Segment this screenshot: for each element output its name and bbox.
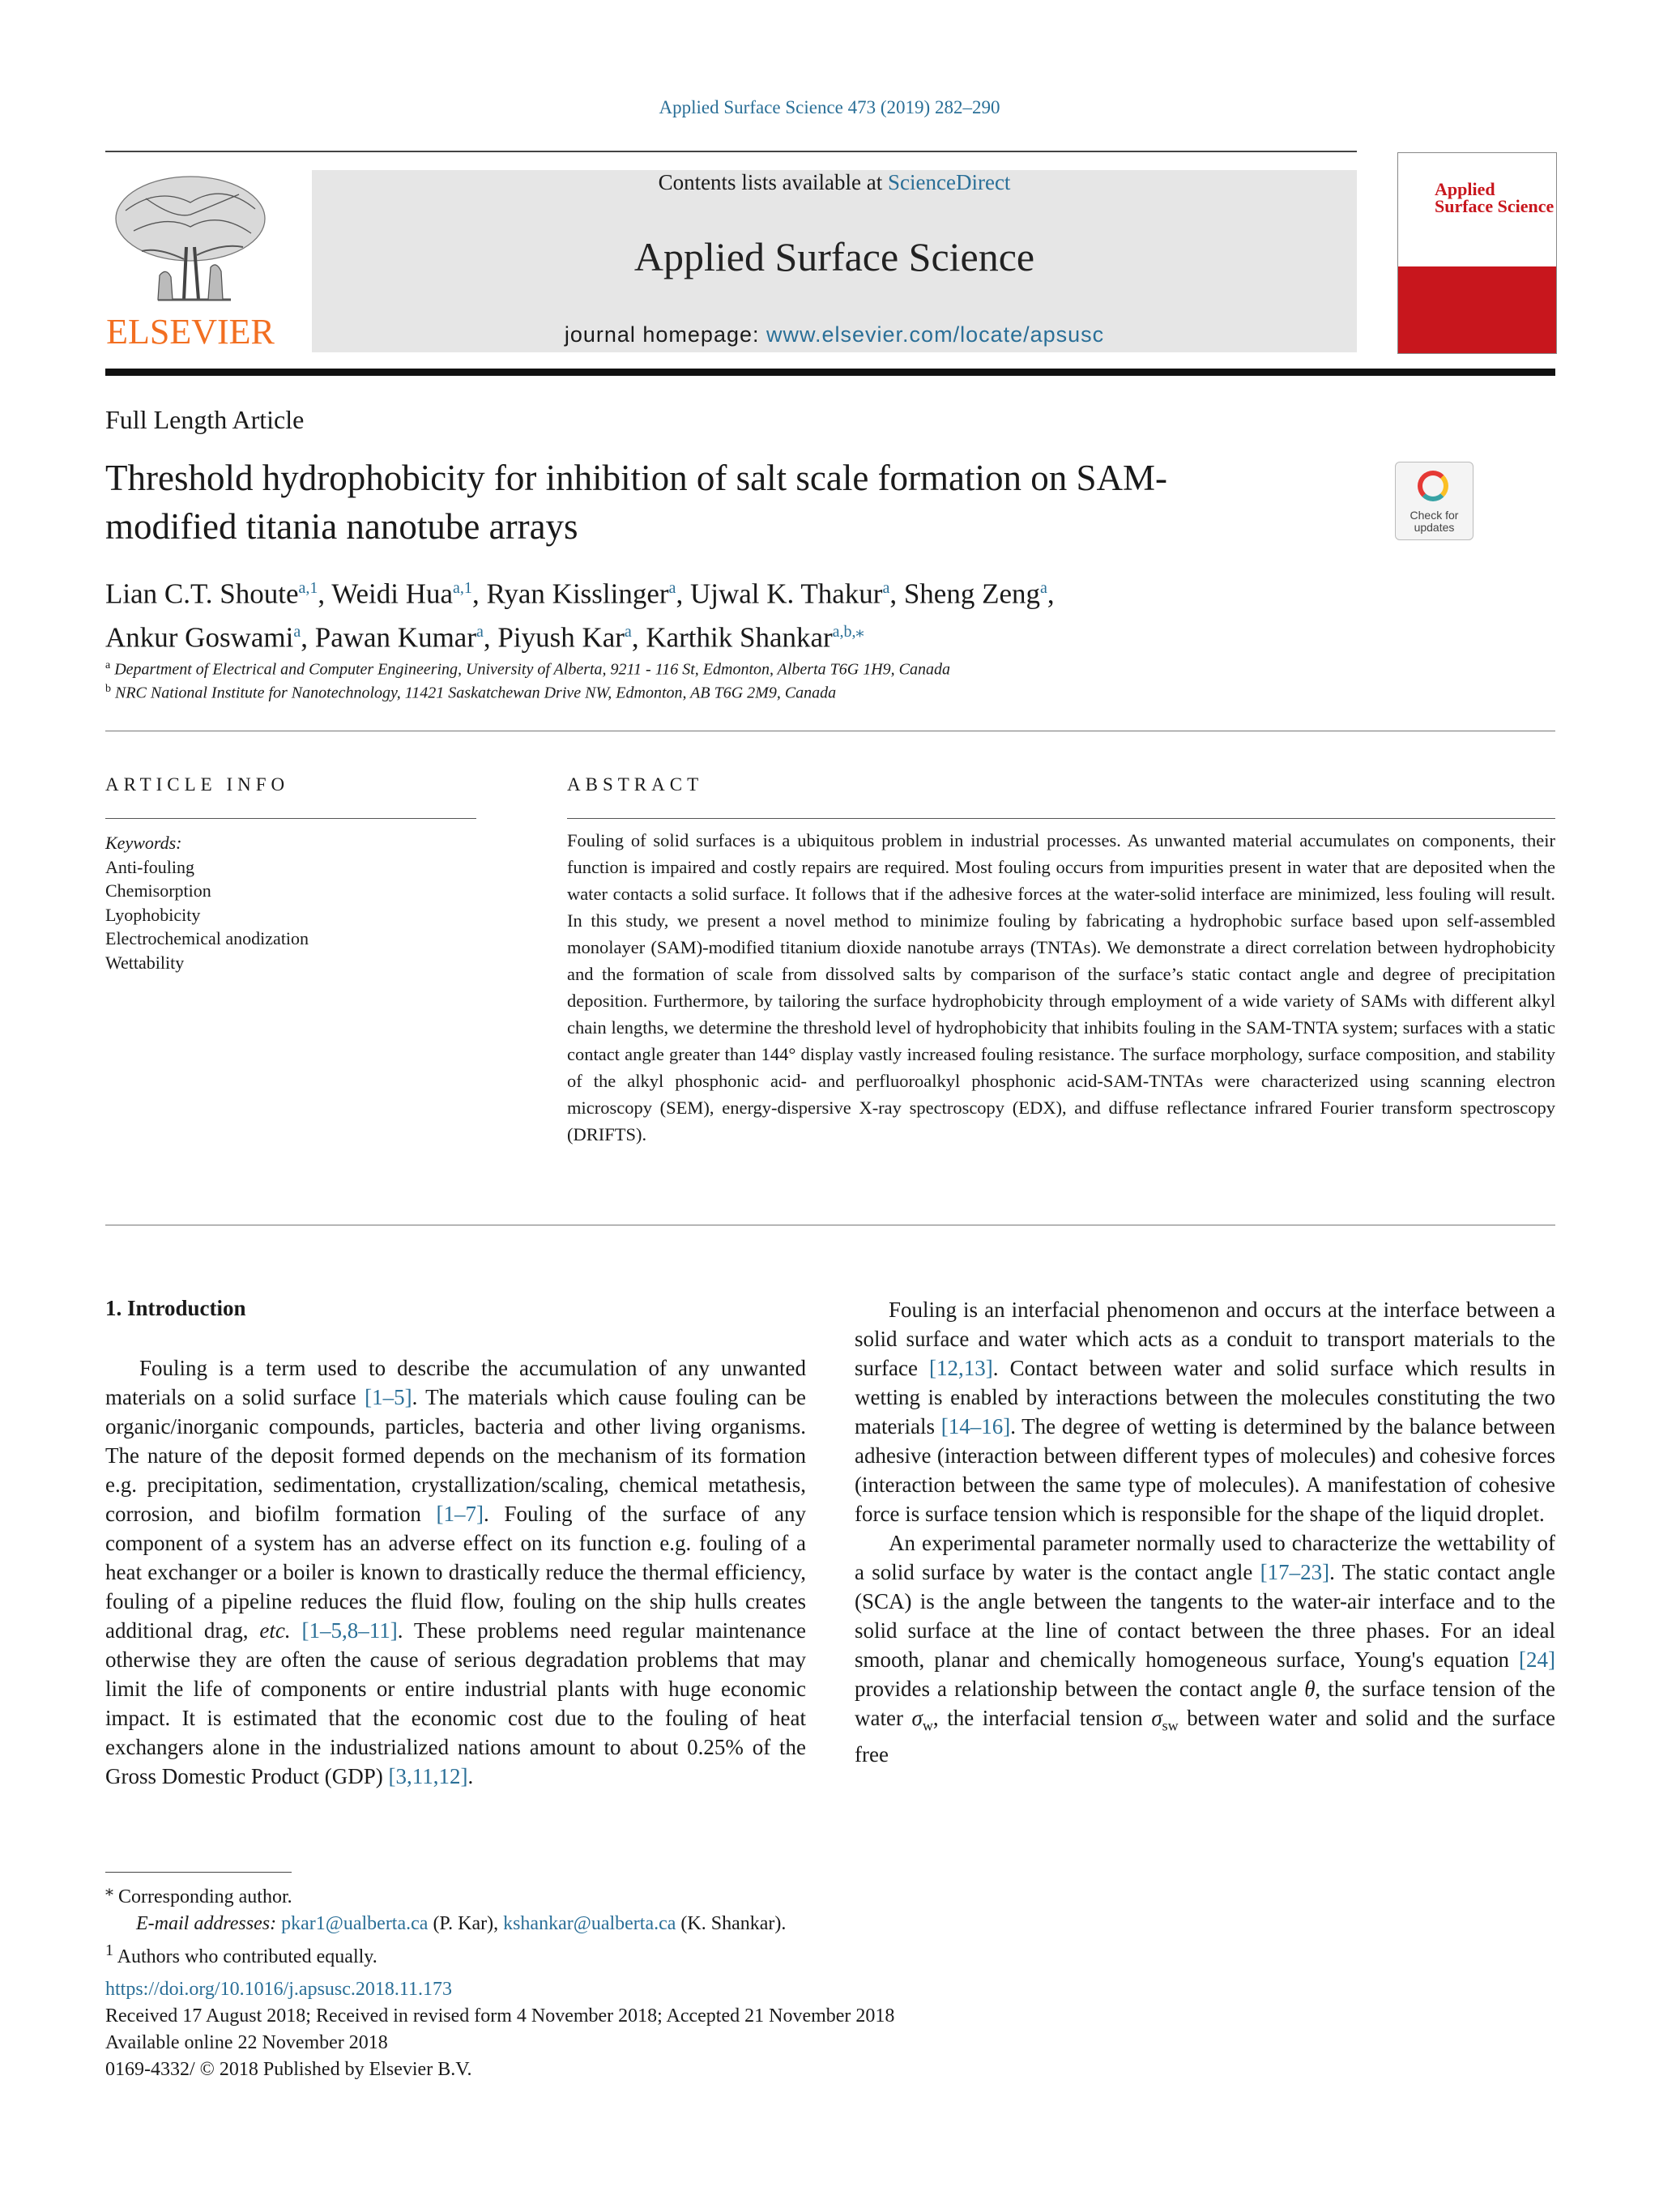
paragraph-text: . The materials which cause fouling can be organic/inorganic compounds, particles, bacteria and other living organisms. The nature of the deposit formed depends on the mechanism of its formation e.g. precipitation, sedimentation, crystallization/scaling, chemical metathesis, corrosion, and biofilm formation — [105, 1385, 806, 1526]
email-name-shankar: (K. Shankar). — [676, 1913, 787, 1934]
citation-link[interactable]: [1–5,8–11] — [301, 1618, 398, 1643]
author-affiliation-mark[interactable]: a,b,⁎ — [832, 622, 864, 641]
sciencedirect-link[interactable]: ScienceDirect — [888, 170, 1011, 194]
introduction-heading: 1. Introduction — [105, 1296, 246, 1320]
paragraph-text: sw — [1162, 1717, 1179, 1734]
cover-title-line1: Applied — [1435, 179, 1495, 199]
paragraph-text: . The degree of wetting is determined by the balance between adhesive (interaction between different types of molecules) and cohesive forces (interaction between the same type of molecules). A manifestation of cohesive force is surface tension which is responsible for the shape of the liquid droplet. — [855, 1414, 1555, 1526]
abstract-text: Fouling of solid surfaces is a ubiquitous problem in industrial processes. As unwanted material accumulates on components, their function is impaired and costly repairs are required. Most fouling occurs from impurities present in water that are deposited when the water contacts a solid surface. It follows that if the adhesive forces at the water-solid interface are minimized, less fouling will result. In this study, we present a novel method to minimize fouling by fabricating a hydrophobic surface based upon self-assembled monolayer (SAM)-modified titanium dioxide nanotube arrays (TNTAs). We demonstrate a direct correlation between hydrophobicity and the formation of scale from dissolved salts by comparison of the surface’s static contact angle and degree of precipitation deposition. Furthermore, by tailoring the surface hydrophobicity through employment of a wide variety of SAMs with different alkyl chain lengths, we determine the threshold level of hydrophobicity that inhibits fouling in the SAM-TNTA system; surfaces with a static contact angle greater than 144° display vastly increased fouling resistance. The surface morphology, surface composition, and stability of the alkyl phosphonic acid- and perfluoroalkyl phosphonic acid-SAM-TNTAs were characterized using scanning electron microscopy (SEM), energy-dispersive X-ray spectroscopy (EDX), and diffuse reflectance infrared Fourier transform spectroscopy (DRIFTS). — [567, 830, 1555, 1144]
author-separator: , — [471, 578, 487, 610]
author-separator: , — [889, 578, 904, 610]
article-info-rule — [105, 818, 476, 819]
journal-masthead — [312, 170, 1357, 352]
author-separator: , — [318, 578, 332, 610]
intro-paragraph-3 — [855, 1528, 1555, 1769]
corresponding-note — [105, 1877, 1077, 1911]
doi-link[interactable]: https://doi.org/10.1016/j.apsusc.2018.11.173 — [105, 1979, 453, 2000]
author-name: Lian C.T. Shoute — [105, 578, 299, 610]
citation-link[interactable]: [1–5] — [365, 1385, 412, 1409]
affiliation-b-mark: b — [105, 683, 111, 695]
author-name: Ujwal K. Thakur — [689, 578, 883, 610]
author-name: Piyush Kar — [497, 621, 625, 654]
check-updates-label — [1396, 509, 1473, 534]
keywords-label: Keywords: — [105, 833, 182, 853]
email-label: E-mail addresses: — [136, 1913, 282, 1934]
homepage-prefix: journal homepage: — [564, 322, 766, 347]
author-affiliation-mark[interactable]: a,1 — [298, 579, 318, 597]
author-name: Ryan Kisslinger — [486, 578, 669, 610]
citation-link[interactable]: [17–23] — [1260, 1560, 1330, 1584]
footnote-rule — [105, 1872, 292, 1873]
publication-info — [105, 1976, 1239, 2083]
paragraph-text: . — [467, 1764, 474, 1788]
cover-title-line2: Surface Science — [1435, 196, 1555, 216]
citation-link[interactable]: [1–7] — [436, 1502, 484, 1526]
keyword-item: Chemisorption — [105, 880, 211, 901]
equal-contribution-note — [105, 1937, 1077, 1971]
elsevier-wordmark: ELSEVIER — [106, 312, 275, 352]
homepage-link[interactable]: www.elsevier.com/locate/apsusc — [766, 322, 1105, 347]
article-title — [105, 454, 1369, 551]
author-affiliation-mark[interactable]: a — [1040, 579, 1047, 597]
author-name: Ankur Goswami — [105, 621, 294, 654]
paragraph-text: Fouling is a term used to describe the accumulation of any unwanted materials on a solid surface — [105, 1356, 806, 1409]
keyword-item: Lyophobicity — [105, 904, 201, 925]
online-date: Available online 22 November 2018 — [105, 2032, 388, 2053]
paragraph-text: between water and solid and the surface free — [855, 1706, 1555, 1767]
paragraph-text: Fouling is an interfacial phenomenon and occurs at the interface between a solid surface and water which acts as a conduit to transport materials to the surface — [855, 1298, 1555, 1380]
check-for-updates-button[interactable] — [1395, 462, 1473, 540]
paragraph-text: , the surface tension of the water — [855, 1677, 1555, 1730]
right-column — [855, 1295, 1555, 1769]
paragraph-text: provides a relationship between the contact angle — [855, 1677, 1305, 1701]
intro-paragraph-2 — [855, 1295, 1555, 1528]
paragraph-text: , the interfacial tension — [932, 1706, 1152, 1730]
paragraph-text: σ — [911, 1706, 923, 1730]
paragraph-text: . Fouling of the surface of any component of a system has an adverse effect on its function e.g. fouling of a heat exchanger or a boiler is known to drastically reduce the thermal efficiency, fouling of a pipeline reduces the fluid flow, fouling on the ship hulls creates additional drag, — [105, 1502, 806, 1643]
author-affiliation-mark[interactable]: a — [293, 622, 301, 641]
paragraph-text — [291, 1618, 302, 1643]
email-link-kar[interactable]: pkar1@ualberta.ca — [281, 1913, 429, 1934]
email-link-shankar[interactable]: kshankar@ualberta.ca — [503, 1913, 676, 1934]
paragraph-text: etc. — [259, 1618, 291, 1643]
paragraph-text: . The static contact angle (SCA) is the angle between the tangents to the water-air interface and to the solid surface at the line of contact between the three phases. For an ideal smooth, planar and chemically homogeneous surface, Young's equation — [855, 1560, 1555, 1672]
paragraph-text: An experimental parameter normally used to characterize the wettability of a solid surface by water is the contact angle — [855, 1531, 1555, 1584]
paragraph-text: . Contact between water and solid surface which results in wetting is enabled by interactions between the molecules constituting the two materials — [855, 1356, 1555, 1438]
paragraph-text: σ — [1151, 1706, 1162, 1730]
affiliation-b-text: NRC National Institute for Nanotechnology, 11421 Saskatchewan Drive NW, Edmonton, AB T6G 2M9, Canada — [115, 684, 837, 702]
title-line1: Threshold hydrophobicity for inhibition of salt scale formation on SAM- — [105, 458, 1168, 498]
journal-reference[interactable]: Applied Surface Science 473 (2019) 282–290 — [659, 97, 1000, 117]
author-separator: , — [676, 578, 690, 610]
received-dates: Received 17 August 2018; Received in revised form 4 November 2018; Accepted 21 November 2018 — [105, 2005, 895, 2027]
cover-title — [1435, 181, 1554, 215]
author-name: Sheng Zeng — [903, 578, 1040, 610]
footnotes — [105, 1877, 1077, 1971]
corresponding-text: Corresponding author. — [113, 1886, 292, 1907]
elsevier-logo — [105, 170, 275, 352]
author-affiliation-mark[interactable]: a — [624, 622, 632, 641]
equal-mark: 1 — [105, 1941, 113, 1959]
keywords-block — [105, 831, 462, 974]
article-info-heading: ARTICLE INFO — [105, 774, 290, 795]
article-type: Full Length Article — [105, 405, 305, 434]
author-separator: , — [301, 621, 315, 654]
contents-line — [312, 170, 1357, 195]
email-name-kar: (P. Kar), — [428, 1913, 504, 1934]
journal-name: Applied Surface Science — [633, 234, 1035, 279]
author-affiliation-mark[interactable]: a — [668, 579, 676, 597]
affiliation-a-mark: a — [105, 659, 111, 671]
citation-link[interactable]: [24] — [1519, 1647, 1555, 1672]
abstract-rule — [567, 818, 1555, 819]
author-name: Weidi Hua — [331, 578, 454, 610]
paragraph-text: w — [922, 1717, 933, 1734]
author-name: Karthik Shankar — [646, 621, 833, 654]
header-thick-rule — [105, 369, 1555, 376]
title-line2: modified titania nanotube arrays — [105, 506, 578, 547]
citation-link[interactable]: [12,13] — [929, 1356, 993, 1380]
contents-prefix: Contents lists available at — [658, 170, 889, 194]
author-affiliation-mark[interactable]: a — [476, 622, 484, 641]
author-separator: , — [1047, 578, 1055, 610]
tree-icon — [109, 170, 271, 316]
affiliation-a — [105, 659, 950, 680]
author-separator: , — [483, 621, 498, 654]
check-updates-line1: Check for — [1410, 509, 1459, 522]
paragraph-text: θ — [1304, 1677, 1316, 1701]
homepage-line — [312, 322, 1357, 347]
citation-link[interactable]: [3,11,12] — [388, 1764, 468, 1788]
keyword-item: Wettability — [105, 952, 185, 973]
affiliation-b — [105, 683, 836, 703]
corresponding-mark: ⁎ — [105, 1882, 113, 1899]
check-updates-line2: updates — [1414, 521, 1455, 534]
citation-link[interactable]: [14–16] — [940, 1414, 1011, 1438]
equal-text: Authors who contributed equally. — [113, 1946, 377, 1967]
intro-paragraph-1 — [105, 1353, 806, 1791]
left-column — [105, 1353, 806, 1791]
author-name: Pawan Kumar — [314, 621, 476, 654]
journal-cover[interactable] — [1397, 152, 1557, 354]
author-separator: , — [631, 621, 646, 654]
author-list — [105, 569, 1401, 656]
keyword-item: Electrochemical anodization — [105, 928, 309, 948]
check-updates-icon — [1418, 471, 1448, 501]
author-affiliation-mark[interactable]: a — [882, 579, 890, 597]
paragraph-text: . These problems need regular maintenance otherwise they are often the cause of serious degradation problems that may limit the life of components or entire industrial plants with huge economic impact. It is estimated that the economic cost due to the fouling of heat exchangers alone in the industrialized nations amount to about 0.25% of the Gross Domestic Product (GDP) — [105, 1618, 807, 1788]
top-rule — [105, 151, 1357, 152]
email-line — [105, 1911, 1077, 1937]
keyword-item: Anti-fouling — [105, 856, 194, 877]
affiliation-a-text: Department of Electrical and Computer Engineering, University of Alberta, 9211 - 116 St, Edmonton, Alberta T6G 1H9, Canada — [114, 660, 950, 679]
author-affiliation-mark[interactable]: a,1 — [453, 579, 472, 597]
copyright: 0169-4332/ © 2018 Published by Elsevier B.V. — [105, 2059, 472, 2080]
abstract-heading: ABSTRACT — [567, 774, 704, 795]
